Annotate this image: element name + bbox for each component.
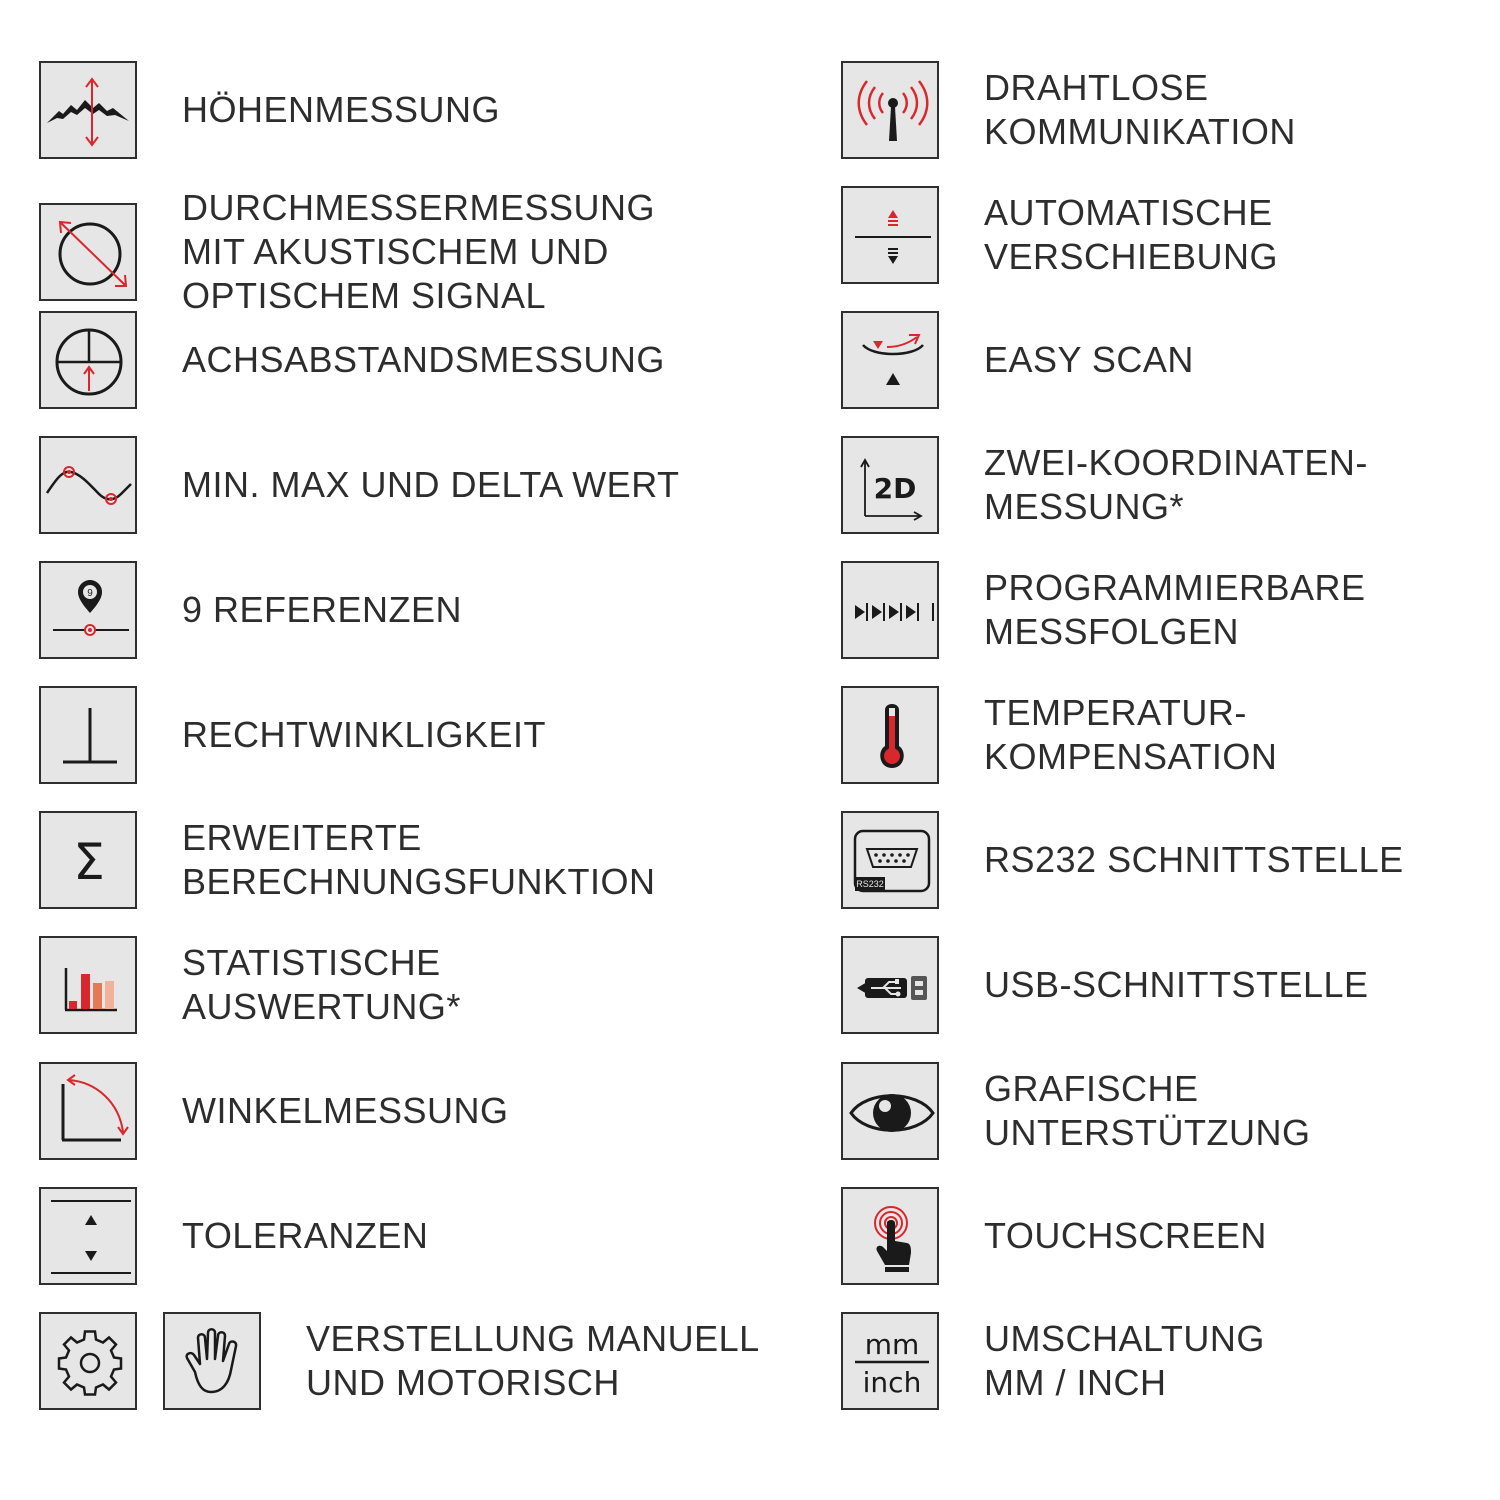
- feature-label: ERWEITERTE BERECHNUNGSFUNKTION: [182, 817, 656, 902]
- feature-label: EASY SCAN: [984, 339, 1194, 380]
- feature-9-referenzen: [39, 561, 462, 659]
- feature-label: RECHTWINKLIGKEIT: [182, 714, 547, 755]
- tolerance-icon: [39, 1187, 137, 1285]
- feature-label: ACHSABSTANDSMESSUNG: [182, 339, 665, 380]
- feature-umschaltung-mm-inch: [841, 1312, 1265, 1410]
- reference-number: 9: [87, 588, 93, 599]
- mountain-height-icon: [39, 61, 137, 159]
- feature-hoehenmessung: [39, 61, 500, 159]
- feature-temperaturkompensation: [841, 686, 1277, 784]
- touch-finger-icon: [841, 1187, 939, 1285]
- feature-usb: [841, 936, 1369, 1034]
- feature-easy-scan: [841, 311, 1194, 409]
- feature-berechnungsfunktion: [39, 811, 656, 909]
- rs232-port-icon: [841, 811, 939, 909]
- feature-label: AUTOMATISCHE VERSCHIEBUNG: [984, 192, 1279, 277]
- feature-statistische-auswertung: [39, 936, 461, 1034]
- feature-toleranzen: [39, 1187, 428, 1285]
- feature-label: MIN. MAX UND DELTA WERT: [182, 464, 680, 505]
- feature-achsabstandsmessung: [39, 311, 665, 409]
- gear-icon: [39, 1312, 137, 1410]
- sine-wave-minmax-icon: [39, 436, 137, 534]
- feature-verstellung: [39, 1312, 760, 1410]
- feature-rs232: [841, 811, 1404, 909]
- wireless-antenna-icon: [841, 61, 939, 159]
- mm-glyph: mm: [864, 1328, 920, 1361]
- feature-label: HÖHENMESSUNG: [182, 89, 501, 130]
- feature-grafische-unterstuetzung: [841, 1062, 1310, 1160]
- feature-label: TEMPERATUR- KOMPENSATION: [984, 692, 1278, 777]
- thermometer-icon: [841, 686, 939, 784]
- eye-icon: [841, 1062, 939, 1160]
- feature-label: DRAHTLOSE KOMMUNIKATION: [984, 67, 1296, 152]
- feature-label: GRAFISCHE UNTERSTÜTZUNG: [984, 1068, 1311, 1153]
- feature-label: ZWEI-KOORDINATEN- MESSUNG*: [984, 442, 1368, 527]
- feature-label: WINKELMESSUNG: [182, 1090, 509, 1131]
- perpendicular-icon: [39, 686, 137, 784]
- two-d-glyph: 2D: [873, 472, 917, 505]
- rs232-badge: RS232: [856, 879, 884, 889]
- feature-label: DURCHMESSERMESSUNG MIT AKUSTISCHEM UND OPTISCHEM SIGNAL: [182, 187, 656, 316]
- feature-durchmessermessung: [39, 186, 655, 318]
- sequence-play-icon: [841, 561, 939, 659]
- auto-shift-icon: [841, 186, 939, 284]
- feature-label: RS232 SCHNITTSTELLE: [984, 839, 1404, 880]
- feature-label: TOLERANZEN: [182, 1215, 429, 1256]
- feature-min-max-delta: [39, 436, 680, 534]
- feature-touchscreen: [841, 1187, 1267, 1285]
- feature-label: UMSCHALTUNG MM / INCH: [984, 1318, 1265, 1403]
- inch-glyph: inch: [862, 1366, 922, 1399]
- feature-label: 9 REFERENZEN: [182, 589, 463, 630]
- feature-label: PROGRAMMIERBARE MESSFOLGEN: [984, 567, 1366, 652]
- feature-label: VERSTELLUNG MANUELL UND MOTORISCH: [306, 1318, 760, 1403]
- feature-winkelmessung: [39, 1062, 509, 1160]
- hand-icon: [163, 1312, 261, 1410]
- diameter-circle-icon: [39, 203, 137, 301]
- two-d-axes-icon: [841, 436, 939, 534]
- feature-drahtlose-kommunikation: [841, 61, 1296, 159]
- location-pin-reference-icon: [39, 561, 137, 659]
- sigma-glyph: Σ: [73, 833, 105, 891]
- feature-programmierbare-messfolgen: [841, 561, 1366, 659]
- easy-scan-icon: [841, 311, 939, 409]
- feature-label: USB-SCHNITTSTELLE: [984, 964, 1369, 1005]
- feature-zwei-koordinaten: [841, 436, 1368, 534]
- feature-label: STATISTISCHE AUSWERTUNG*: [182, 942, 461, 1027]
- feature-automatische-verschiebung: [841, 186, 1278, 284]
- angle-icon: [39, 1062, 137, 1160]
- usb-icon: [841, 936, 939, 1034]
- bar-chart-icon: [39, 936, 137, 1034]
- crosshair-axis-icon: [39, 311, 137, 409]
- feature-label: TOUCHSCREEN: [984, 1215, 1267, 1256]
- mm-inch-icon: [841, 1312, 939, 1410]
- sigma-icon: [39, 811, 137, 909]
- feature-rechtwinkligkeit: [39, 686, 546, 784]
